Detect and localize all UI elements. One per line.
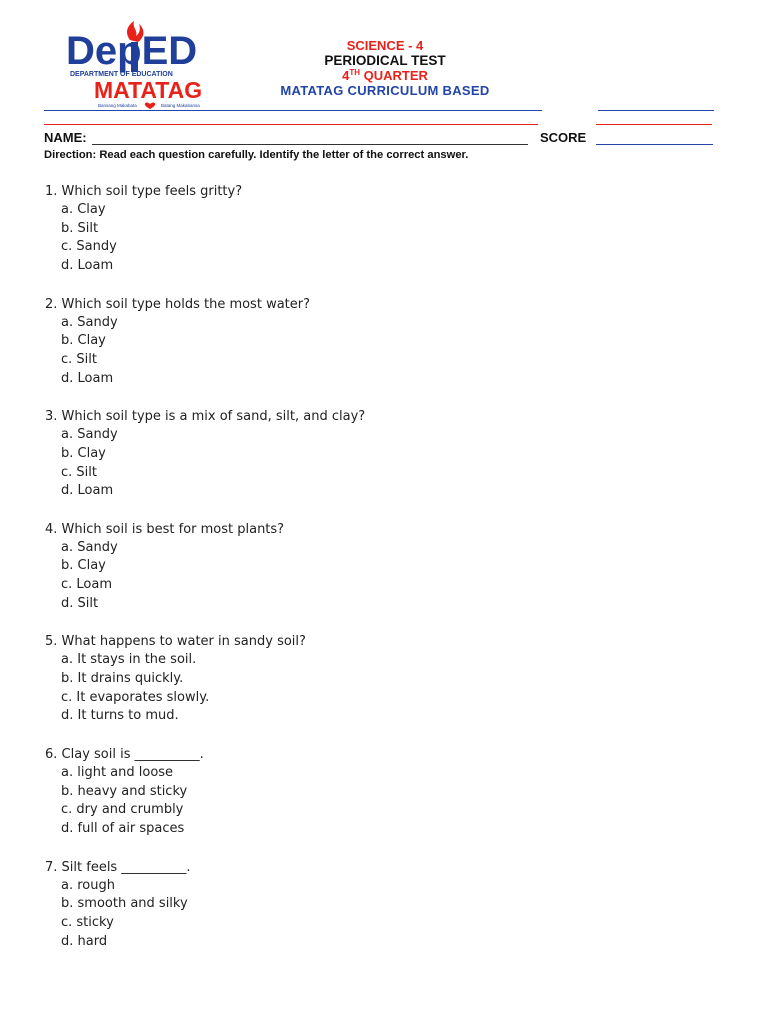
question-4 bbox=[45, 520, 725, 633]
option-a[interactable]: a. rough bbox=[61, 877, 115, 893]
question-text: 7. Silt feels __________. bbox=[45, 859, 191, 875]
option-d[interactable]: d. Silt bbox=[61, 595, 99, 611]
option-c[interactable]: c. sticky bbox=[61, 914, 114, 930]
score-blank-line[interactable] bbox=[596, 144, 713, 145]
question-list bbox=[45, 182, 725, 970]
question-7 bbox=[45, 858, 725, 971]
option-d[interactable]: d. It turns to mud. bbox=[61, 708, 179, 724]
question-text: 6. Clay soil is __________. bbox=[45, 746, 204, 762]
direction-text: Direction: Read each question carefully. Identify the letter of the correct answer. bbox=[44, 149, 469, 161]
option-c[interactable]: c. Silt bbox=[61, 464, 97, 480]
question-text: 2. Which soil type holds the most water? bbox=[45, 296, 311, 312]
test-title-block bbox=[240, 38, 530, 98]
option-a[interactable]: a. Sandy bbox=[61, 427, 118, 443]
option-b[interactable]: b. smooth and silky bbox=[61, 896, 188, 912]
option-c[interactable]: c. dry and crumbly bbox=[61, 802, 184, 818]
option-c[interactable]: c. Silt bbox=[61, 351, 97, 367]
option-c[interactable]: c. Sandy bbox=[61, 239, 117, 255]
svg-text:MATATAG: MATATAG bbox=[94, 77, 203, 103]
name-field[interactable] bbox=[44, 130, 87, 145]
subject-title: SCIENCE - 4 bbox=[346, 38, 424, 53]
svg-text:DEPARTMENT OF EDUCATION: DEPARTMENT OF EDUCATION bbox=[70, 71, 173, 78]
name-label: NAME: bbox=[44, 130, 87, 145]
question-text: 3. Which soil type is a mix of sand, silt, and clay? bbox=[45, 409, 366, 425]
option-b[interactable]: b. heavy and sticky bbox=[61, 783, 188, 799]
svg-text:DepED: DepED bbox=[66, 29, 198, 73]
option-d[interactable]: d. Loam bbox=[61, 258, 114, 274]
test-name: PERIODICAL TEST bbox=[324, 53, 446, 68]
blue-rule-left bbox=[44, 110, 542, 111]
question-2 bbox=[45, 295, 725, 408]
question-5 bbox=[45, 632, 725, 745]
quarter-title: 4TH QUARTER bbox=[342, 68, 428, 83]
option-d[interactable]: d. Loam bbox=[61, 483, 114, 499]
question-text: 5. What happens to water in sandy soil? bbox=[45, 634, 306, 650]
blue-rule-right bbox=[598, 110, 714, 111]
option-b[interactable]: b. Silt bbox=[61, 220, 99, 236]
option-b[interactable]: b. Clay bbox=[61, 445, 106, 461]
red-rule-right bbox=[596, 124, 712, 125]
question-text: 4. Which soil is best for most plants? bbox=[45, 521, 285, 537]
curriculum-title: MATATAG CURRICULUM BASED bbox=[280, 83, 490, 98]
option-a[interactable]: a. Sandy bbox=[61, 314, 118, 330]
option-d[interactable]: d. Loam bbox=[61, 370, 114, 386]
option-d[interactable]: d. full of air spaces bbox=[61, 821, 185, 837]
score-label: SCORE bbox=[540, 130, 587, 145]
option-a[interactable]: a. It stays in the soil. bbox=[61, 652, 197, 668]
svg-text:Batang Makabansa: Batang Makabansa bbox=[161, 103, 200, 108]
option-d[interactable]: d. hard bbox=[61, 933, 108, 949]
question-3 bbox=[45, 407, 725, 520]
question-6 bbox=[45, 745, 725, 858]
option-a[interactable]: a. light and loose bbox=[61, 764, 174, 780]
question-text: 1. Which soil type feels gritty? bbox=[45, 184, 243, 199]
option-b[interactable]: b. Clay bbox=[61, 558, 106, 574]
option-b[interactable]: b. Clay bbox=[61, 333, 106, 349]
deped-matatag-logo bbox=[66, 18, 226, 108]
option-a[interactable]: a. Sandy bbox=[61, 539, 118, 555]
question-1 bbox=[45, 182, 725, 295]
option-a[interactable]: a. Clay bbox=[61, 202, 106, 217]
option-c[interactable]: c. Loam bbox=[61, 577, 113, 593]
option-c[interactable]: c. It evaporates slowly. bbox=[61, 689, 210, 705]
svg-text:Bansang Makabata: Bansang Makabata bbox=[98, 103, 137, 108]
name-blank-line[interactable] bbox=[92, 144, 528, 145]
option-b[interactable]: b. It drains quickly. bbox=[61, 671, 184, 687]
red-rule-left bbox=[44, 124, 538, 125]
